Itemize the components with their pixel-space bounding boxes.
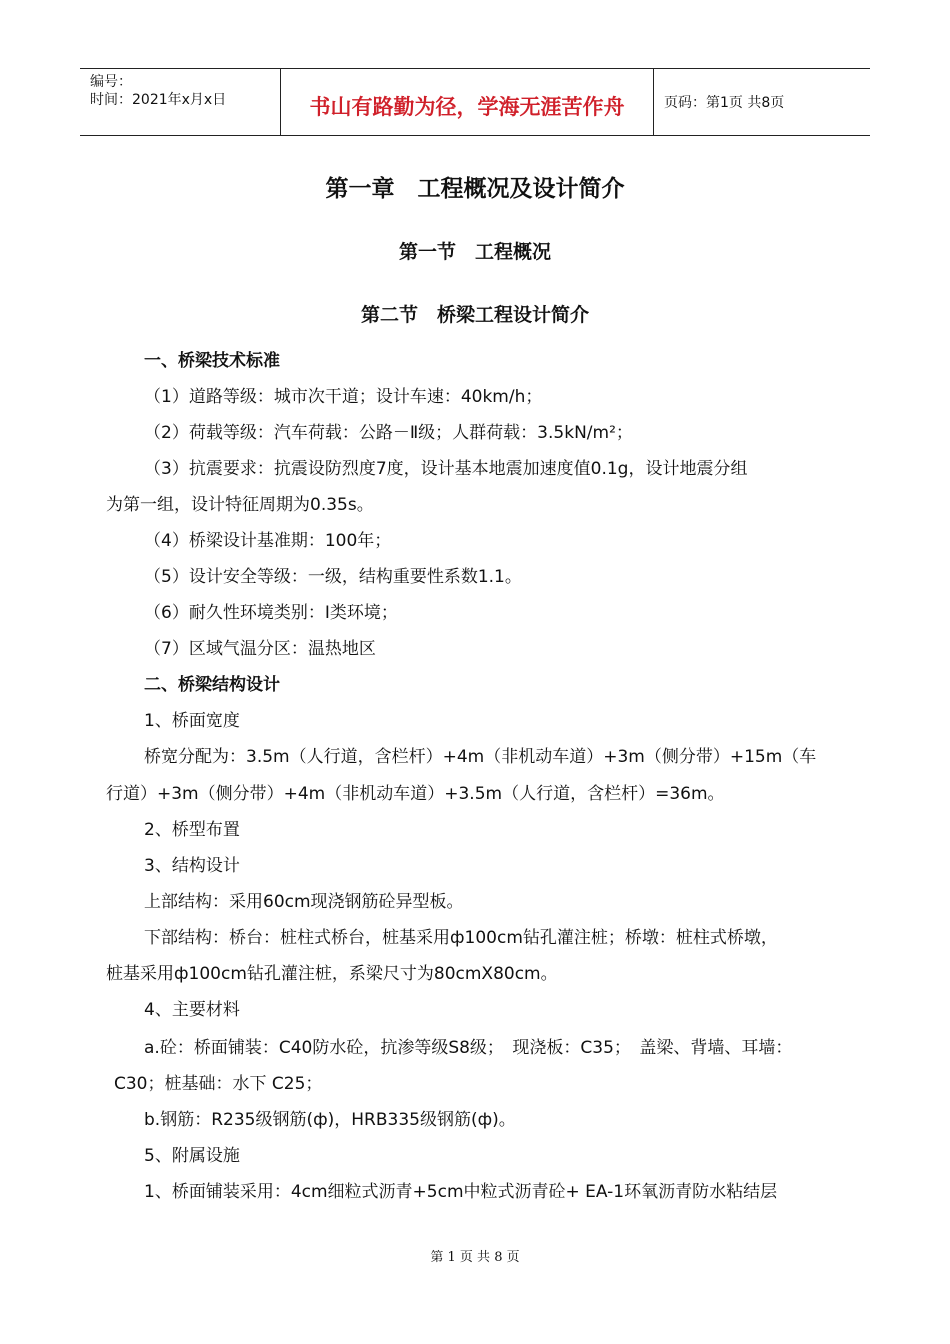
text-line: （3）抗震要求：抗震设防烈度7度，设计基本地震加速度值0.1g，设计地震分组 [144,459,748,479]
heading-structure: 二、桥梁结构设计 [144,675,280,695]
text-line: 5、附属设施 [144,1146,240,1166]
motto: 书山有路勤为径，学海无涯苦作舟 [309,94,625,119]
text-line: 1、桥面宽度 [144,711,240,731]
number-label: 编号： [90,74,132,90]
chapter-title: 第一章 工程概况及设计简介 [325,176,625,202]
header-info-cell [80,69,281,135]
page-label: 页码：第1页 共8页 [664,95,785,111]
text-line: 桩基采用ф100cm钻孔灌注桩，系梁尺寸为80cmX80cm。 [106,964,558,984]
text-line: b.钢筋：R235级钢筋(ф)，HRB335级钢筋(ф)。 [144,1110,516,1130]
text-line: 桥宽分配为：3.5m（人行道，含栏杆）+4m（非机动车道）+3m（侧分带）+15m（车 [144,747,817,767]
page-footer: 第 1 页 共 8 页 [430,1250,520,1265]
text-line: 3、结构设计 [144,856,240,876]
header-page-cell [654,69,870,135]
text-line: 下部结构：桥台：桩柱式桥台，桩基采用ф100cm钻孔灌注桩；桥墩：桩柱式桥墩， [144,928,778,948]
text-line: a.砼：桥面铺装：C40防水砼，抗渗等级S8级； 现浇板：C35； 盖梁、背墙、耳墙： [144,1038,793,1058]
text-line: （7）区域气温分区：温热地区 [144,639,376,659]
header-table [80,68,870,136]
text-line: 行道）+3m（侧分带）+4m（非机动车道）+3.5m（人行道，含栏杆）=36m。 [106,784,725,804]
text-line: （1）道路等级：城市次干道；设计车速：40km/h； [144,387,543,407]
text-line: C30；桩基础：水下 C25； [114,1074,323,1094]
text-line: 为第一组，设计特征周期为0.35s。 [106,495,374,515]
text-line: 上部结构：采用60cm现浇钢筋砼异型板。 [144,892,464,912]
date-label: 时间：2021年x月x日 [90,92,227,108]
text-line: （4）桥梁设计基准期：100年； [144,531,392,551]
heading-standards: 一、桥梁技术标准 [144,351,280,371]
text-line: （6）耐久性环境类别：Ⅰ类环境； [144,603,398,623]
section1-title: 第一节 工程概况 [398,241,551,263]
text-line: 1、桥面铺装采用：4cm细粒式沥青+5cm中粒式沥青砼+ EA-1环氧沥青防水粘结层 [144,1182,778,1202]
section2-title: 第二节 桥梁工程设计简介 [360,304,589,326]
text-line: （2）荷载等级：汽车荷载：公路－Ⅱ级；人群荷载：3.5kN/m²； [144,423,633,443]
text-line: 2、桥型布置 [144,820,240,840]
text-line: （5）设计安全等级：一级，结构重要性系数1.1。 [144,567,522,587]
header-motto-cell [281,69,654,135]
text-line: 4、主要材料 [144,1000,240,1020]
